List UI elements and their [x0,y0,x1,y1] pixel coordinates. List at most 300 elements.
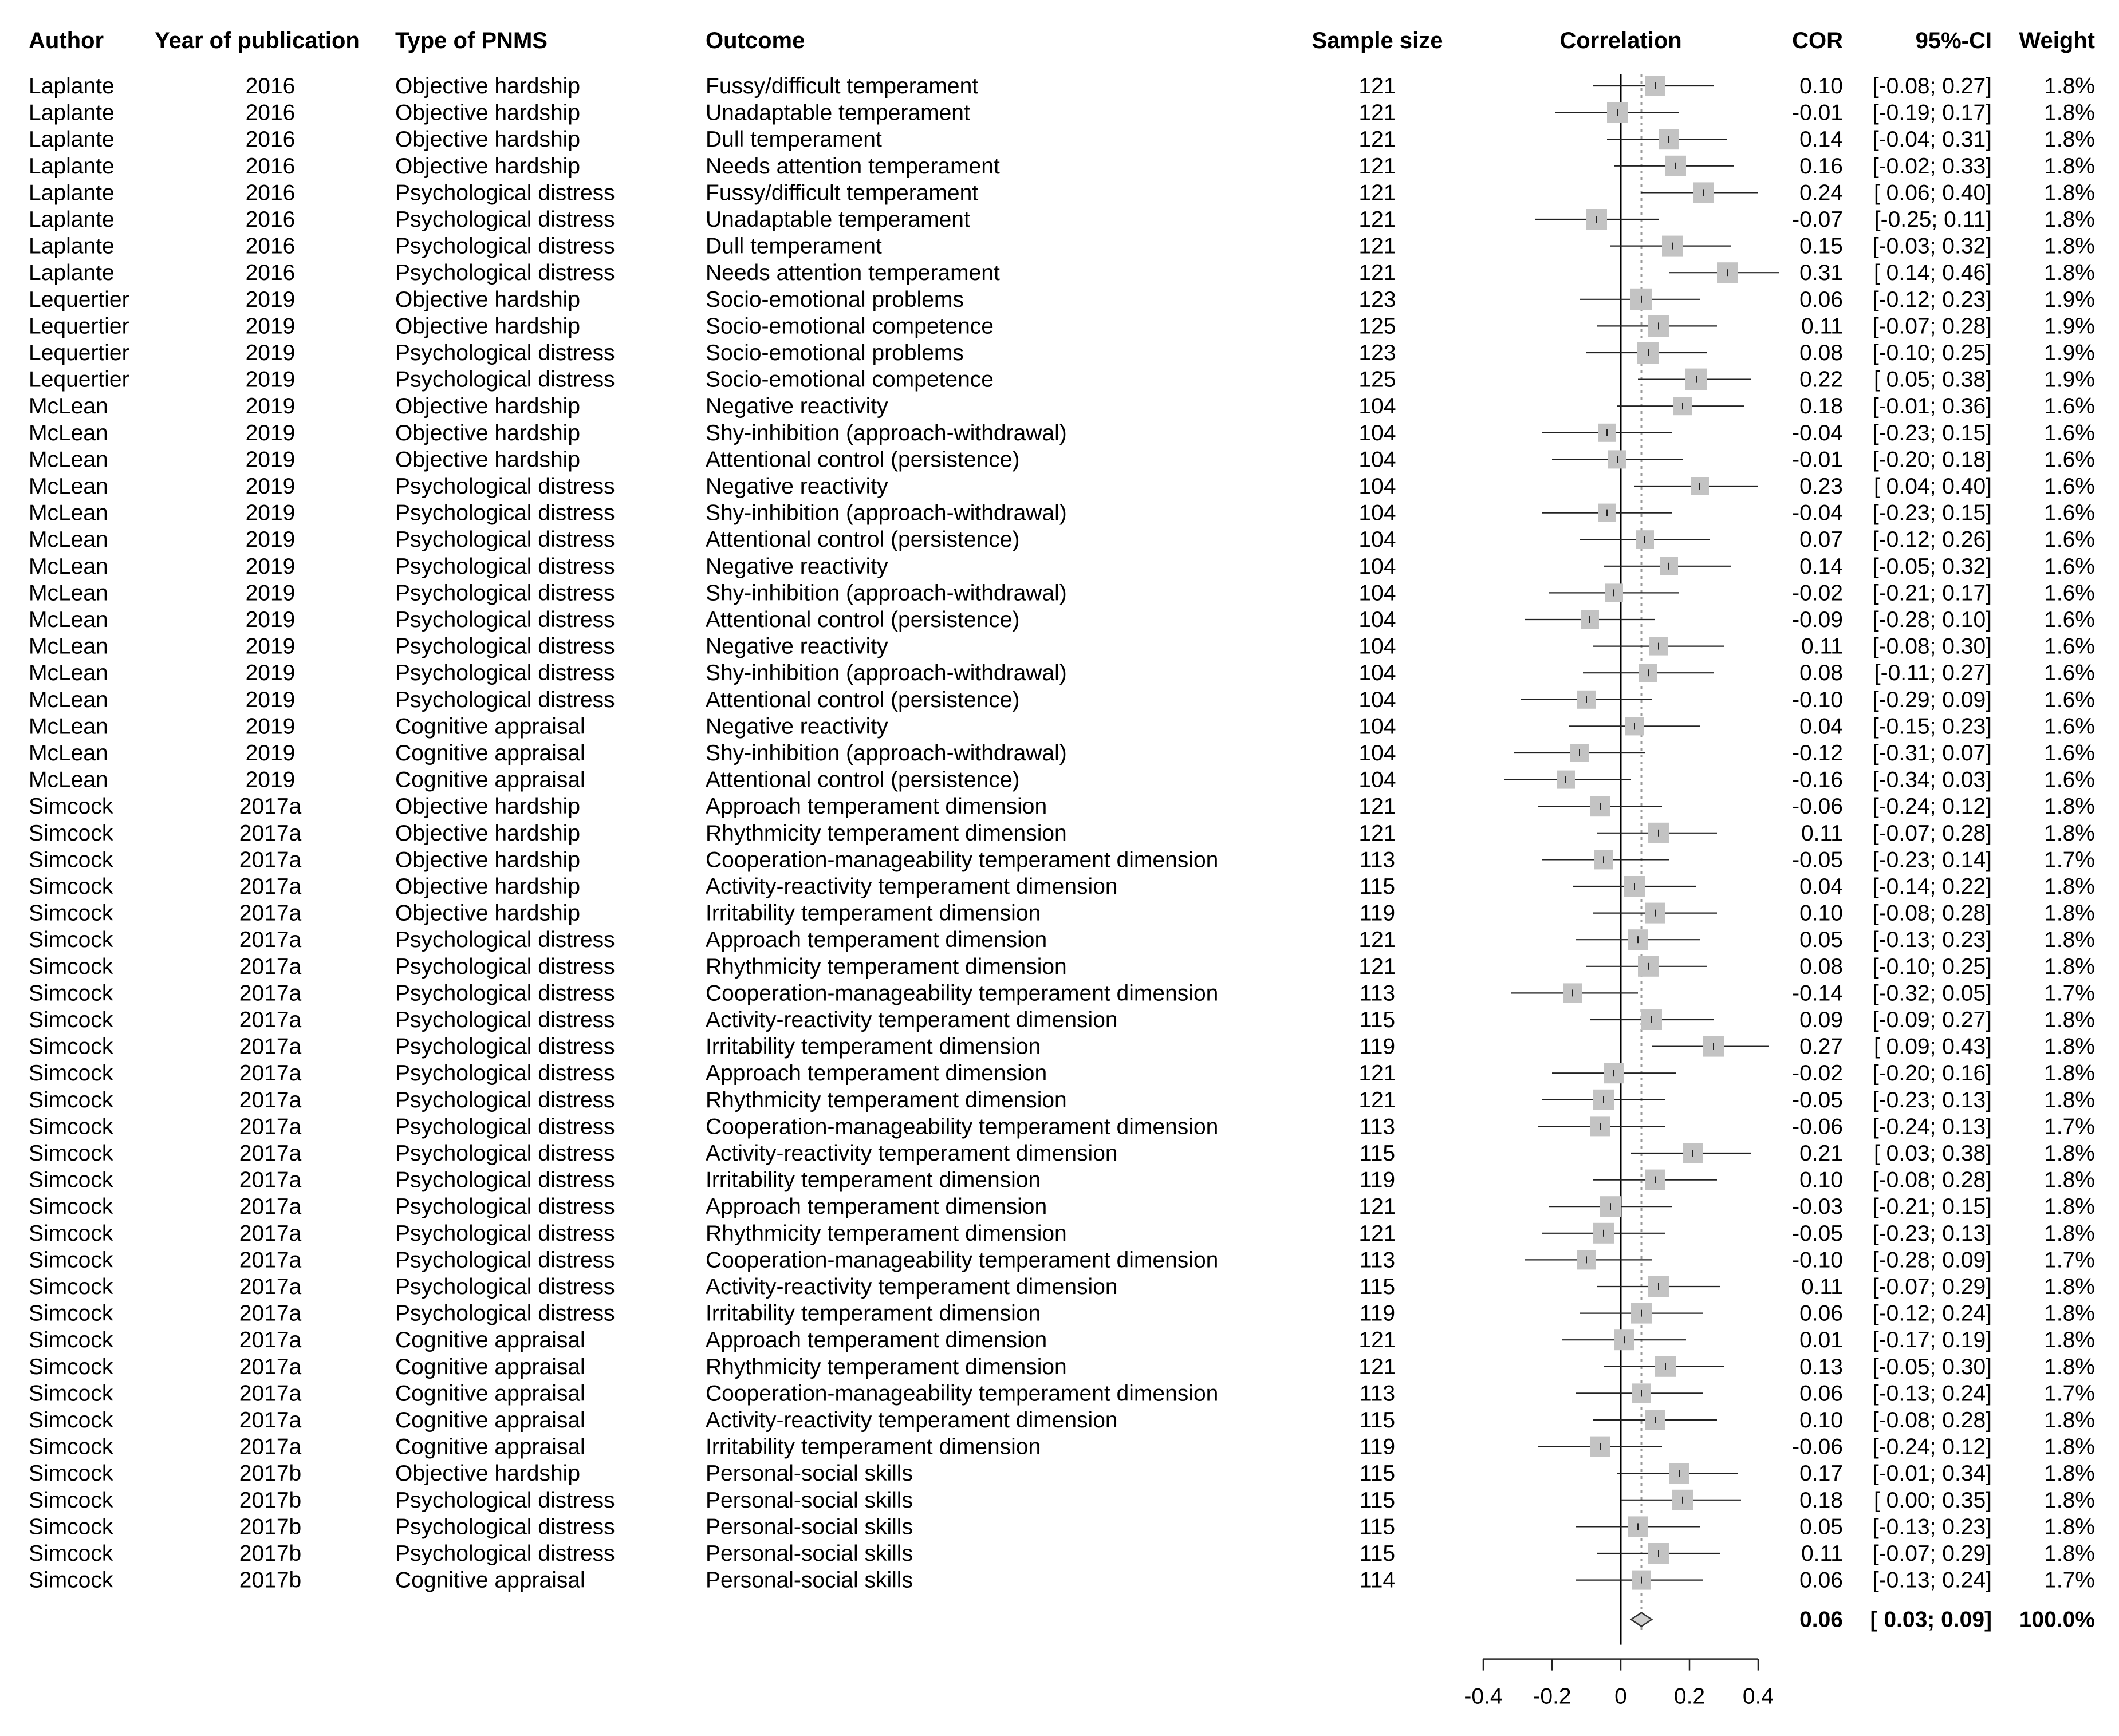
pnms-type-cell: Psychological distress [395,1034,615,1059]
pnms-type-cell: Objective hardship [395,1461,581,1486]
author-cell: Simcock [29,981,113,1006]
sample-size-cell: 119 [1359,901,1396,926]
ci-value: [-0.04; 0.31] [1872,127,1992,152]
ci-value: [-0.08; 0.28] [1872,1167,1992,1193]
ci-value: [-0.09; 0.27] [1872,1008,1992,1032]
pooled-cor-value: 0.06 [1799,1607,1843,1632]
author-cell: Laplante [29,180,115,206]
cor-value: 0.10 [1799,1167,1843,1193]
pnms-type-cell: Objective hardship [395,74,581,98]
cor-value: -0.01 [1792,100,1843,125]
sample-size-cell: 121 [1358,207,1396,232]
weight-value: 1.7% [2044,1114,2095,1139]
year-cell: 2017a [239,874,302,899]
weight-value: 1.8% [2044,1061,2095,1086]
author-cell: McLean [29,581,108,606]
author-cell: McLean [29,607,108,632]
ci-value: [-0.21; 0.17] [1872,581,1992,606]
pnms-type-cell: Psychological distress [395,1114,615,1139]
ci-value: [-0.24; 0.12] [1872,794,1992,819]
pooled-ci-value: [ 0.03; 0.09] [1870,1607,1992,1632]
sample-size-cell: 123 [1358,341,1396,365]
ci-value: [-0.13; 0.23] [1872,1514,1992,1540]
ci-value: [-0.29; 0.09] [1872,687,1992,712]
author-cell: McLean [29,661,108,686]
outcome-cell: Needs attention temperament [706,261,1000,286]
cor-value: -0.04 [1792,420,1843,445]
year-cell: 2017a [239,1034,302,1059]
weight-value: 1.7% [2044,847,2095,873]
outcome-cell: Dull temperament [706,127,882,152]
ci-value: [-0.07; 0.28] [1872,820,1992,846]
author-cell: Simcock [29,1514,113,1540]
year-cell: 2017a [239,1087,302,1112]
year-cell: 2019 [245,474,296,499]
sample-size-cell: 121 [1358,1328,1396,1353]
study-row [29,901,2095,926]
outcome-cell: Attentional control (persistence) [706,527,1020,553]
study-row [29,1194,2095,1219]
ci-value: [-0.14; 0.22] [1872,874,1992,899]
year-cell: 2016 [245,127,296,152]
pooled-weight-value: 100.0% [2019,1607,2095,1632]
outcome-cell: Rhythmicity temperament dimension [706,954,1067,979]
author-cell: Simcock [29,1114,113,1139]
sample-size-cell: 104 [1358,714,1396,739]
author-cell: Simcock [29,1488,113,1513]
pnms-type-cell: Cognitive appraisal [395,741,585,766]
author-cell: Simcock [29,1034,113,1059]
author-cell: McLean [29,634,108,659]
author-cell: McLean [29,420,108,445]
study-row [29,1275,2095,1299]
cor-value: 0.11 [1801,1275,1843,1299]
author-cell: Simcock [29,1328,113,1353]
pnms-type-cell: Psychological distress [395,954,615,979]
cor-value: 0.14 [1799,127,1843,152]
study-row [29,154,2095,179]
author-cell: Laplante [29,74,115,98]
year-cell: 2017b [239,1514,302,1540]
study-row [29,1114,2095,1139]
sample-size-cell: 104 [1358,634,1396,659]
outcome-cell: Personal-social skills [706,1541,913,1566]
sample-size-cell: 121 [1358,928,1396,953]
pnms-type-cell: Psychological distress [395,527,615,553]
year-cell: 2017a [239,1114,302,1139]
year-cell: 2019 [245,314,296,339]
outcome-cell: Rhythmicity temperament dimension [706,1087,1067,1112]
year-cell: 2017a [239,847,302,873]
year-cell: 2017a [239,1434,302,1459]
sample-size-cell: 121 [1358,100,1396,125]
outcome-cell: Irritability temperament dimension [706,1167,1041,1193]
study-row [29,1568,2095,1593]
cor-value: -0.12 [1792,741,1843,766]
weight-value: 1.8% [2044,928,2095,953]
cor-value: 0.06 [1799,287,1843,312]
author-cell: Simcock [29,1141,113,1166]
weight-value: 1.9% [2044,287,2095,312]
outcome-cell: Socio-emotional problems [706,341,964,365]
ci-value: [ 0.09; 0.43] [1874,1034,1992,1059]
year-cell: 2019 [245,607,296,632]
ci-value: [-0.23; 0.14] [1872,847,1992,873]
weight-value: 1.8% [2044,153,2095,179]
pnms-type-cell: Psychological distress [395,367,615,392]
study-row [29,74,2095,98]
study-row [29,1488,2095,1513]
sample-size-cell: 104 [1358,394,1396,419]
weight-value: 1.8% [2044,1434,2095,1459]
study-row [29,688,2095,712]
pnms-type-cell: Psychological distress [395,207,615,232]
study-row [29,581,2095,605]
pnms-type-cell: Psychological distress [395,981,615,1006]
year-cell: 2017a [239,1061,302,1086]
weight-value: 1.7% [2044,1248,2095,1273]
study-row [29,1088,2095,1112]
cor-value: -0.10 [1792,687,1843,712]
pnms-type-cell: Psychological distress [395,1087,615,1112]
cor-value: 0.11 [1801,1541,1843,1566]
weight-value: 1.6% [2044,661,2095,686]
study-row [29,1008,2095,1032]
outcome-cell: Negative reactivity [706,634,888,659]
weight-value: 1.6% [2044,500,2095,526]
author-cell: Lequertier [29,367,129,392]
pnms-type-cell: Objective hardship [395,287,581,312]
sample-size-cell: 121 [1358,1194,1396,1220]
sample-size-cell: 113 [1359,1381,1396,1406]
sample-size-cell: 121 [1358,153,1396,179]
cor-value: 0.06 [1799,1301,1843,1326]
pnms-type-cell: Psychological distress [395,1221,615,1246]
outcome-cell: Shy-inhibition (approach-withdrawal) [706,661,1067,686]
sample-size-cell: 113 [1359,1248,1396,1273]
cor-value: 0.01 [1799,1328,1843,1353]
year-cell: 2017a [239,1301,302,1326]
weight-value: 1.8% [2044,1008,2095,1032]
ci-value: [-0.07; 0.29] [1872,1275,1992,1299]
author-cell: Simcock [29,901,113,926]
author-cell: Simcock [29,1354,113,1379]
weight-value: 1.8% [2044,874,2095,899]
cor-value: -0.01 [1792,447,1843,472]
pnms-type-cell: Objective hardship [395,820,581,846]
cor-value: -0.05 [1792,847,1843,873]
sample-size-cell: 119 [1359,1301,1396,1326]
weight-value: 1.8% [2044,820,2095,846]
cor-value: 0.06 [1799,1381,1843,1406]
outcome-cell: Attentional control (persistence) [706,687,1020,712]
pnms-type-cell: Psychological distress [395,581,615,606]
weight-value: 1.8% [2044,1034,2095,1059]
study-row [29,1461,2095,1486]
year-cell: 2019 [245,554,296,579]
ci-value: [-0.05; 0.32] [1872,554,1992,579]
study-row [29,741,2095,766]
author-cell: McLean [29,447,108,472]
ci-value: [-0.08; 0.28] [1872,901,1992,926]
study-row [29,981,2095,1005]
outcome-cell: Shy-inhibition (approach-withdrawal) [706,500,1067,526]
author-cell: Simcock [29,1301,113,1326]
ci-value: [-0.17; 0.19] [1872,1328,1992,1353]
outcome-cell: Irritability temperament dimension [706,901,1041,926]
pnms-type-cell: Cognitive appraisal [395,714,585,739]
study-row [29,1035,2095,1059]
year-cell: 2017b [239,1541,302,1566]
study-row [29,287,2095,312]
pnms-type-cell: Psychological distress [395,607,615,632]
cor-value: -0.06 [1792,794,1843,819]
year-cell: 2016 [245,207,296,232]
weight-value: 1.8% [2044,1141,2095,1166]
weight-value: 1.9% [2044,341,2095,365]
header-ci: 95%-CI [1915,28,1992,53]
author-cell: Laplante [29,261,115,286]
pnms-type-cell: Psychological distress [395,1194,615,1220]
cor-value: 0.08 [1799,341,1843,365]
year-cell: 2017a [239,954,302,979]
sample-size-cell: 121 [1358,1354,1396,1379]
author-cell: Lequertier [29,314,129,339]
ci-value: [-0.08; 0.30] [1872,634,1992,659]
author-cell: McLean [29,474,108,499]
outcome-cell: Rhythmicity temperament dimension [706,1221,1067,1246]
header-cor: COR [1792,28,1843,53]
cor-value: 0.17 [1799,1461,1843,1486]
weight-value: 1.8% [2044,1301,2095,1326]
year-cell: 2017a [239,901,302,926]
pnms-type-cell: Objective hardship [395,847,581,873]
year-cell: 2017a [239,1008,302,1032]
weight-value: 1.7% [2044,1381,2095,1406]
author-cell: McLean [29,500,108,526]
year-cell: 2019 [245,367,296,392]
year-cell: 2017a [239,1221,302,1246]
study-row [29,394,2095,419]
study-row [29,1328,2095,1352]
pnms-type-cell: Objective hardship [395,874,581,899]
year-cell: 2017a [239,1408,302,1433]
weight-value: 1.6% [2044,394,2095,419]
outcome-cell: Activity-reactivity temperament dimension [706,874,1118,899]
study-row [29,554,2095,579]
year-cell: 2017a [239,1381,302,1406]
year-cell: 2017a [239,1167,302,1193]
year-cell: 2019 [245,581,296,606]
author-cell: Simcock [29,1167,113,1193]
study-row [29,234,2095,259]
outcome-cell: Fussy/difficult temperament [706,74,979,98]
pnms-type-cell: Psychological distress [395,1141,615,1166]
x-axis [1464,1659,1774,1709]
ci-value: [-0.13; 0.24] [1872,1381,1992,1406]
study-row [29,874,2095,899]
study-row [29,127,2095,152]
ci-value: [-0.25; 0.11] [1874,207,1992,232]
cor-value: 0.05 [1799,928,1843,953]
weight-value: 1.6% [2044,634,2095,659]
cor-value: 0.22 [1799,367,1843,392]
ci-value: [-0.23; 0.13] [1872,1087,1992,1112]
study-row [29,341,2095,365]
author-cell: Simcock [29,1061,113,1086]
outcome-cell: Approach temperament dimension [706,1061,1047,1086]
x-tick-label: -0.4 [1464,1684,1503,1709]
cor-value: 0.23 [1799,474,1843,499]
pnms-type-cell: Psychological distress [395,1167,615,1193]
author-cell: Simcock [29,1008,113,1032]
ci-value: [-0.03; 0.32] [1872,234,1992,259]
outcome-cell: Socio-emotional competence [706,314,994,339]
outcome-cell: Negative reactivity [706,554,888,579]
ci-value: [-0.08; 0.28] [1872,1408,1992,1433]
author-cell: Laplante [29,127,115,152]
year-cell: 2016 [245,153,296,179]
study-row [29,101,2095,125]
author-cell: Simcock [29,794,113,819]
cor-value: -0.02 [1792,581,1843,606]
x-tick-label: 0.2 [1673,1684,1706,1709]
year-cell: 2017a [239,1275,302,1299]
header-weight: Weight [2019,28,2095,53]
year-cell: 2016 [245,100,296,125]
author-cell: Simcock [29,1568,113,1593]
study-row [29,1514,2095,1539]
cor-value: 0.21 [1799,1141,1843,1166]
weight-value: 1.6% [2044,767,2095,792]
year-cell: 2019 [245,767,296,792]
pnms-type-cell: Psychological distress [395,341,615,365]
weight-value: 1.8% [2044,1167,2095,1193]
weight-value: 1.8% [2044,1087,2095,1112]
weight-value: 1.8% [2044,1461,2095,1486]
sample-size-cell: 104 [1358,500,1396,526]
cor-value: -0.06 [1792,1114,1843,1139]
outcome-cell: Rhythmicity temperament dimension [706,820,1067,846]
study-row [29,1301,2095,1326]
sample-size-cell: 115 [1359,1541,1396,1566]
pnms-type-cell: Psychological distress [395,1008,615,1032]
sample-size-cell: 121 [1358,794,1396,819]
author-cell: Simcock [29,928,113,953]
cor-value: 0.27 [1799,1034,1843,1059]
weight-value: 1.6% [2044,741,2095,766]
cor-value: 0.04 [1799,874,1843,899]
cor-value: -0.09 [1792,607,1843,632]
year-cell: 2017a [239,1141,302,1166]
cor-value: 0.24 [1799,180,1843,206]
study-row [29,207,2095,232]
ci-value: [-0.28; 0.10] [1872,607,1992,632]
sample-size-cell: 115 [1359,1275,1396,1299]
year-cell: 2019 [245,341,296,365]
study-row [29,928,2095,952]
header-row [29,28,2095,53]
author-cell: Simcock [29,1221,113,1246]
outcome-cell: Cooperation-manageability temperament dimension [706,847,1219,873]
pnms-type-cell: Objective hardship [395,314,581,339]
pnms-type-cell: Psychological distress [395,1275,615,1299]
study-row [29,1221,2095,1246]
weight-value: 1.9% [2044,367,2095,392]
weight-value: 1.8% [2044,794,2095,819]
cor-value: -0.05 [1792,1221,1843,1246]
author-cell: McLean [29,394,108,419]
study-row [29,527,2095,552]
pnms-type-cell: Objective hardship [395,447,581,472]
author-cell: Simcock [29,847,113,873]
author-cell: McLean [29,554,108,579]
ci-value: [-0.12; 0.23] [1872,287,1992,312]
pnms-type-cell: Psychological distress [395,1301,615,1326]
study-row [29,447,2095,472]
pooled-estimate [1631,1608,2095,1632]
weight-value: 1.6% [2044,447,2095,472]
author-cell: Simcock [29,954,113,979]
ci-value: [-0.08; 0.27] [1872,74,1992,98]
pnms-type-cell: Psychological distress [395,261,615,286]
author-cell: Simcock [29,1408,113,1433]
x-tick-label: 0 [1614,1684,1627,1709]
outcome-cell: Dull temperament [706,234,882,259]
author-cell: Simcock [29,1194,113,1220]
cor-value: 0.31 [1799,261,1843,286]
ci-value: [-0.12; 0.24] [1872,1301,1992,1326]
outcome-cell: Rhythmicity temperament dimension [706,1354,1067,1379]
outcome-cell: Personal-social skills [706,1461,913,1486]
outcome-cell: Cooperation-manageability temperament dimension [706,1114,1219,1139]
cor-value: 0.10 [1799,74,1843,98]
study-row [29,1435,2095,1459]
weight-value: 1.6% [2044,527,2095,553]
year-cell: 2017b [239,1461,302,1486]
header-type: Type of PNMS [395,28,548,53]
sample-size-cell: 121 [1358,954,1396,979]
pnms-type-cell: Cognitive appraisal [395,1568,585,1593]
ci-value: [-0.13; 0.23] [1872,928,1992,953]
pnms-type-cell: Objective hardship [395,100,581,125]
outcome-cell: Socio-emotional problems [706,287,964,312]
year-cell: 2017a [239,1194,302,1220]
sample-size-cell: 114 [1359,1568,1396,1593]
ci-value: [-0.34; 0.03] [1872,767,1992,792]
cor-value: -0.03 [1792,1194,1843,1220]
pnms-type-cell: Cognitive appraisal [395,767,585,792]
study-rows [29,74,2095,1593]
cor-value: 0.11 [1801,314,1843,339]
author-cell: McLean [29,767,108,792]
study-row [29,1061,2095,1086]
cor-value: 0.15 [1799,234,1843,259]
year-cell: 2016 [245,234,296,259]
study-row [29,954,2095,979]
weight-value: 1.6% [2044,607,2095,632]
pnms-type-cell: Psychological distress [395,234,615,259]
ci-value: [-0.20; 0.16] [1872,1061,1992,1086]
weight-value: 1.8% [2044,234,2095,259]
weight-value: 1.8% [2044,74,2095,98]
cor-value: -0.04 [1792,500,1843,526]
ci-value: [-0.02; 0.33] [1872,153,1992,179]
year-cell: 2017a [239,1354,302,1379]
year-cell: 2017b [239,1488,302,1513]
pnms-type-cell: Psychological distress [395,1061,615,1086]
pnms-type-cell: Cognitive appraisal [395,1408,585,1433]
